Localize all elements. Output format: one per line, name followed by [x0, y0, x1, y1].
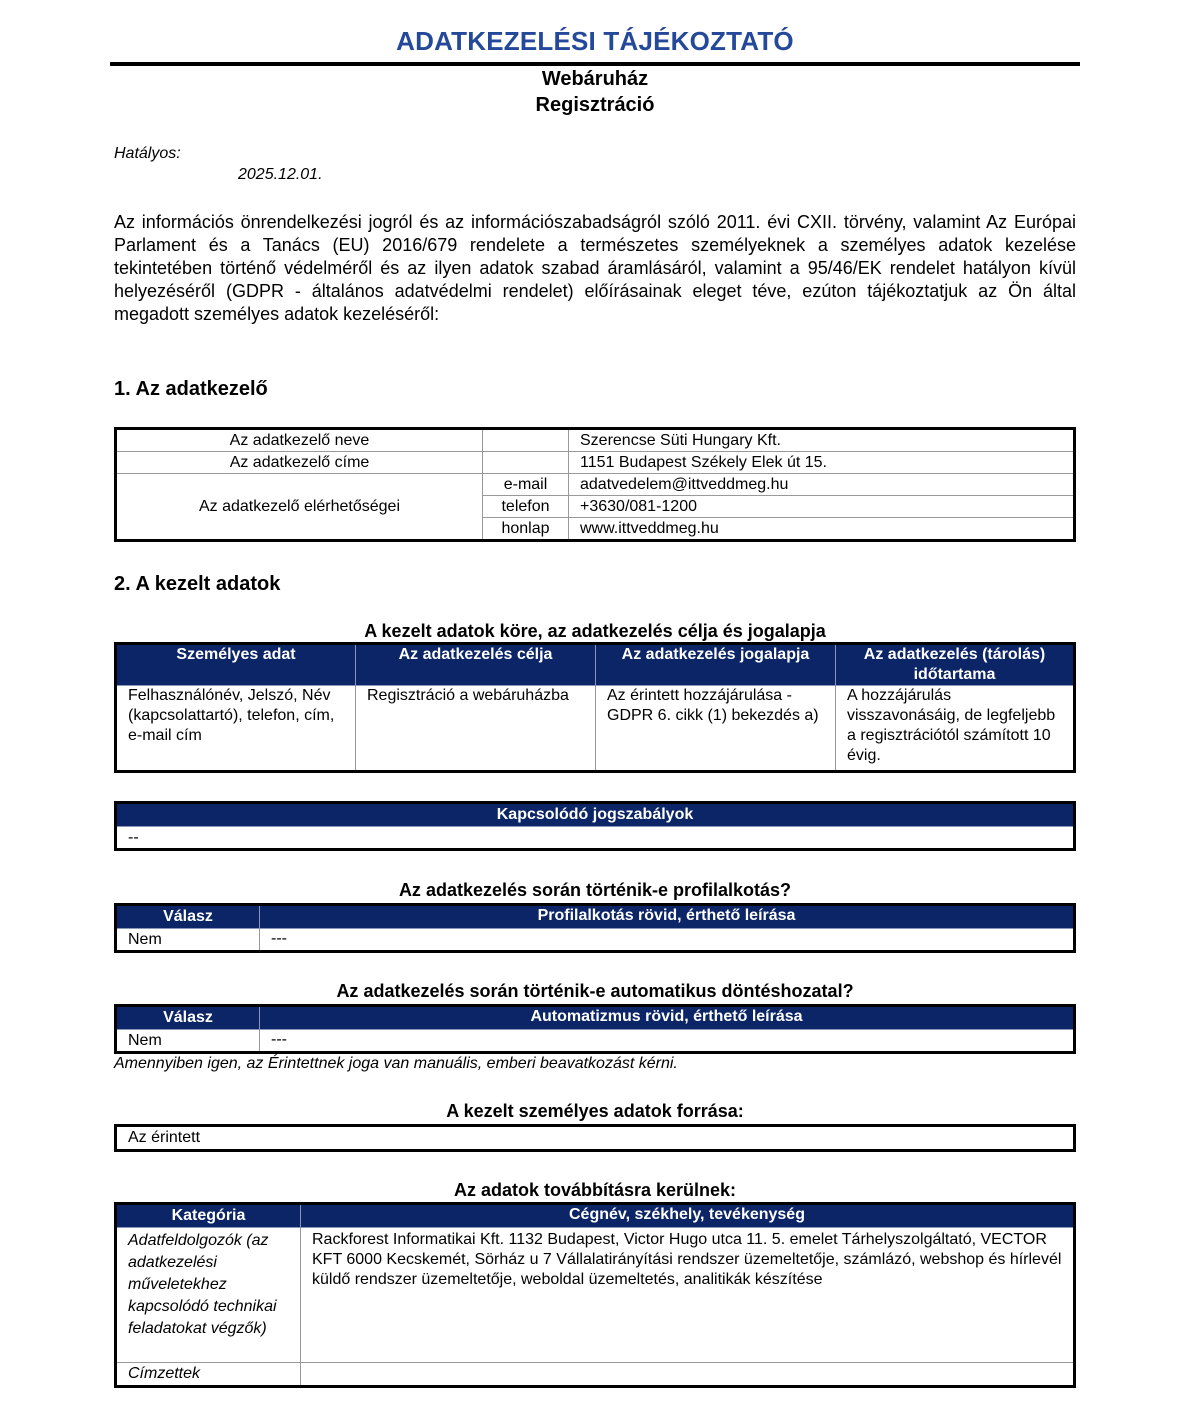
col-header-duration: Az adatkezelés (tárolás) időtartama — [836, 644, 1075, 686]
scope-table-caption: A kezelt adatok köre, az adatkezelés célja és jogalapja — [364, 621, 826, 641]
category-header: Kategória — [116, 1204, 301, 1228]
related-laws-table — [114, 801, 1076, 851]
data-source-caption: A kezelt személyes adatok forrása: — [446, 1101, 744, 1121]
controller-address-label: Az adatkezelő címe — [116, 452, 483, 474]
transfer-table — [114, 1202, 1076, 1388]
recipients-details — [301, 1363, 1075, 1387]
website-value[interactable]: www.ittveddmeg.hu — [569, 518, 1075, 541]
table-row — [116, 1126, 1075, 1151]
table-header-row — [116, 1204, 1075, 1228]
controller-name-label: Az adatkezelő neve — [116, 429, 483, 452]
table-row — [116, 686, 1075, 772]
automated-decision-caption: Az adatkezelés során történik-e automatikus döntéshozatal? — [336, 981, 854, 1001]
manual-intervention-note: Amennyiben igen, az Érintettnek joga van manuális, emberi beavatkozást kérni. — [114, 1055, 678, 1072]
processors-details: Rackforest Informatikai Kft. 1132 Budapest, Victor Hugo utca 11. 5. emelet Tárhelyszolgáltató, VECTOR KFT 6000 Kecskemét, Sörház u 7 Vállalatirányítási rendszer üzemeltetője, számlázó, webshop és hírlevél küldő rendszer üzemeltetője, weboldal üzemeltetés, analitikák készítése — [301, 1228, 1075, 1363]
effective-date: 2025.12.01. — [238, 166, 323, 183]
related-laws-header: Kapcsolódó jogszabályok — [116, 803, 1075, 827]
recipients-category: Címzettek — [116, 1363, 301, 1387]
document-title: ADATKEZELÉSI TÁJÉKOZTATÓ — [396, 26, 794, 56]
table-row — [116, 929, 1075, 952]
profiling-caption: Az adatkezelés során történik-e profilalkotás? — [398, 880, 792, 900]
phone-label: telefon — [483, 496, 569, 518]
table-header-row — [116, 803, 1075, 827]
table-row — [116, 452, 1075, 474]
legal-basis-cell: Az érintett hozzájárulása - GDPR 6. cikk (1) bekezdés a) — [596, 686, 836, 772]
empty-cell — [483, 429, 569, 452]
table-row — [116, 429, 1075, 452]
phone-value: +3630/081-1200 — [569, 496, 1075, 518]
table-row — [116, 474, 1075, 496]
automated-answer-header: Válasz — [116, 1006, 260, 1030]
table-row — [116, 1228, 1075, 1363]
processors-category: Adatfeldolgozók (az adatkezelési műveletekhez kapcsolódó technikai feladatokat végzők) — [116, 1228, 301, 1363]
col-header-personal-data: Személyes adat — [116, 644, 356, 686]
table-row — [116, 1030, 1075, 1053]
transfer-caption: Az adatok továbbításra kerülnek: — [453, 1180, 737, 1200]
automated-description-header: Automatizmus rövid, érthető leírása — [260, 1006, 1075, 1030]
controller-contacts-label: Az adatkezelő elérhetőségei — [116, 474, 483, 541]
profiling-description-header: Profilalkotás rövid, érthető leírása — [260, 905, 1075, 929]
profiling-answer: Nem — [116, 929, 260, 952]
controller-name-value: Szerencse Süti Hungary Kft. — [569, 429, 1075, 452]
automated-description: --- — [260, 1030, 1075, 1053]
related-laws-value: -- — [116, 827, 1075, 850]
table-row — [116, 1363, 1075, 1387]
col-header-legal-basis: Az adatkezelés jogalapja — [596, 644, 836, 686]
document-subtitle-registration: Regisztráció — [535, 94, 655, 116]
personal-data-cell: Felhasználónév, Jelszó, Név (kapcsolattartó), telefon, cím, e-mail cím — [116, 686, 356, 772]
intro-paragraph: Az információs önrendelkezési jogról és az információszabadságról szóló 2011. évi CXII. törvény, valamint Az Európai Parlament és a Tanács (EU) 2016/679 rendelete a természetes személyeknek a személyes adatok kezelése tekintetében történő védelméről és az ilyen adatok szabad áramlásáról, valamint a 95/46/EK rendelet hatályon kívül helyezéséről (GDPR - általános adatvédelmi rendelet) előírásainak eleget téve, ezúton tájékoztatjuk az Ön által megadott személyes adatok kezeléséről: — [114, 212, 1076, 324]
title-divider — [110, 62, 1080, 66]
section-2-heading: 2. A kezelt adatok — [114, 573, 281, 595]
scope-table — [114, 642, 1076, 773]
document-subtitle-webshop: Webáruház — [541, 68, 649, 90]
profiling-table — [114, 903, 1076, 953]
automated-answer: Nem — [116, 1030, 260, 1053]
email-label: e-mail — [483, 474, 569, 496]
col-header-purpose: Az adatkezelés célja — [356, 644, 596, 686]
website-label: honlap — [483, 518, 569, 541]
controller-table — [114, 427, 1076, 542]
company-header: Cégnév, székhely, tevékenység — [301, 1204, 1075, 1228]
controller-address-value: 1151 Budapest Székely Elek út 15. — [569, 452, 1075, 474]
section-1-heading: 1. Az adatkezelő — [114, 378, 268, 400]
table-row — [116, 827, 1075, 850]
email-value[interactable]: adatvedelem@ittveddmeg.hu — [569, 474, 1075, 496]
effective-label: Hatályos: — [114, 145, 181, 162]
purpose-cell: Regisztráció a webáruházba — [356, 686, 596, 772]
profiling-answer-header: Válasz — [116, 905, 260, 929]
data-source-value: Az érintett — [116, 1126, 1075, 1151]
data-source-table — [114, 1124, 1076, 1152]
profiling-description: --- — [260, 929, 1075, 952]
table-header-row — [116, 905, 1075, 929]
table-header-row — [116, 644, 1075, 686]
table-header-row — [116, 1006, 1075, 1030]
duration-cell: A hozzájárulás visszavonásáig, de legfeljebb a regisztrációtól számított 10 évig. — [836, 686, 1075, 772]
automated-decision-table — [114, 1004, 1076, 1054]
empty-cell — [483, 452, 569, 474]
